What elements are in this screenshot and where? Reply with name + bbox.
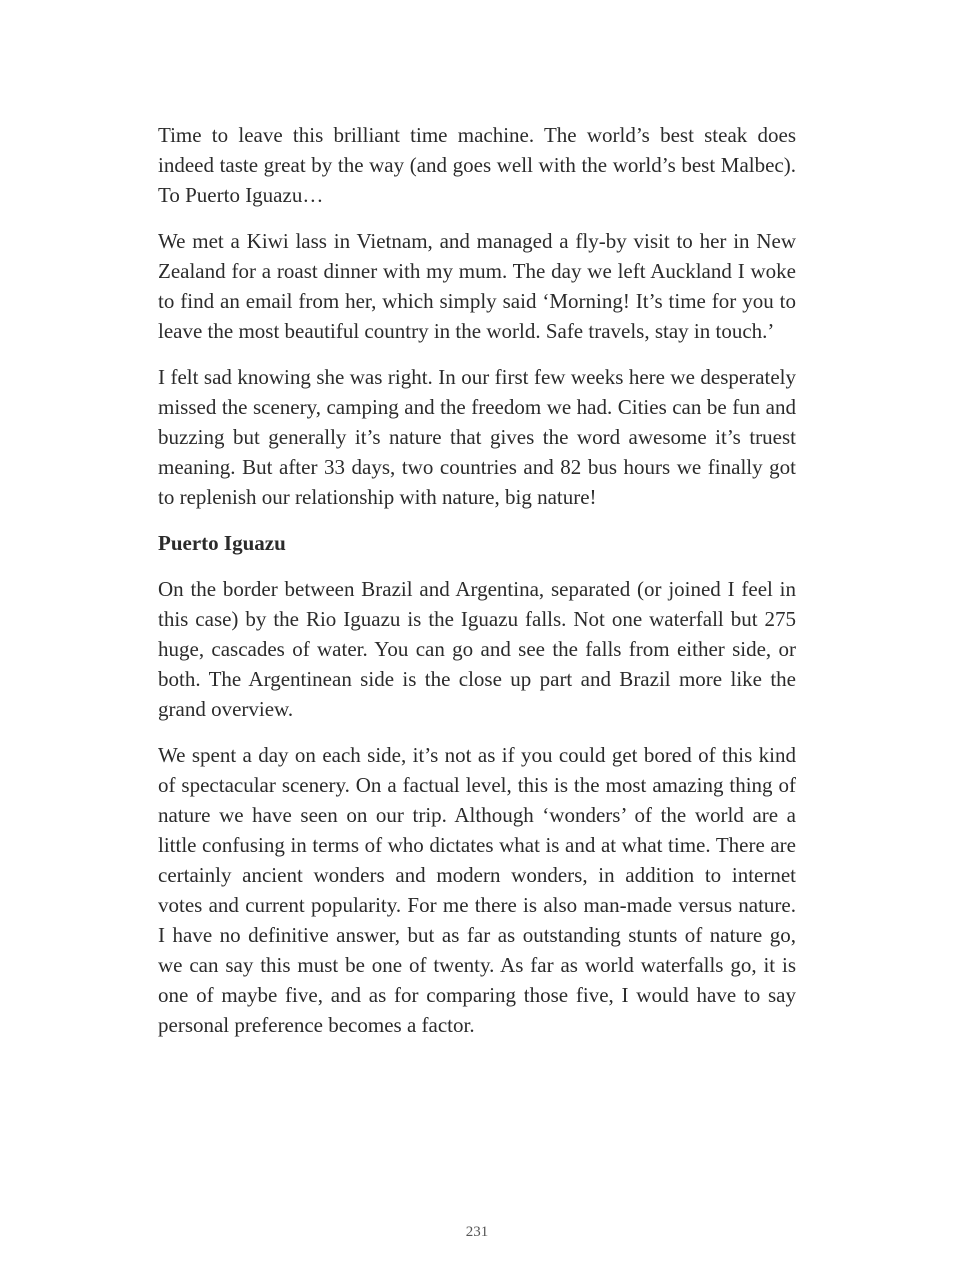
paragraph: We met a Kiwi lass in Vietnam, and managed a fly-by visit to her in New Zealand for a roast dinner with my mum. The day we left Auckland I woke to find an email from her, which simply said ‘Morning! It’s time for you to leave the most beautiful country in the world. Safe travels, stay in touch.’ <box>158 229 796 343</box>
paragraph: I felt sad knowing she was right. In our first few weeks here we desperately missed the scenery, camping and the freedom we had. Cities can be fun and buzzing but generally it’s nature that gives the word awesome it’s truest meaning. But after 33 days, two countries and 82 bus hours we finally got to replenish our relationship with nature, big nature! <box>158 365 796 509</box>
section-heading: Puerto Iguazu <box>158 531 286 555</box>
body-text <box>158 120 796 1056</box>
page-number: 231 <box>465 1224 489 1240</box>
paragraph: Time to leave this brilliant time machine. The world’s best steak does indeed taste great by the way (and goes well with the world’s best Malbec). To Puerto Iguazu… <box>158 123 796 207</box>
paragraph: We spent a day on each side, it’s not as if you could get bored of this kind of spectacular scenery. On a factual level, this is the most amazing thing of nature we have seen on our trip. Although ‘wonders’ of the world are a little confusing in terms of who dictates what is and at what time. There are certainly ancient wonders and modern wonders, in addition to internet votes and current popularity. For me there is also man-made versus nature. I have no definitive answer, but as far as outstanding stunts of nature go, we can say this must be one of twenty. As far as world waterfalls go, it is one of maybe five, and as for comparing those five, I would have to say personal preference becomes a factor. <box>158 743 796 1037</box>
paragraph: On the border between Brazil and Argentina, separated (or joined I feel in this case) by the Rio Iguazu is the Iguazu falls. Not one waterfall but 275 huge, cascades of water. You can go and see the falls from either side, or both. The Argentinean side is the close up part and Brazil more like the grand overview. <box>158 577 796 721</box>
